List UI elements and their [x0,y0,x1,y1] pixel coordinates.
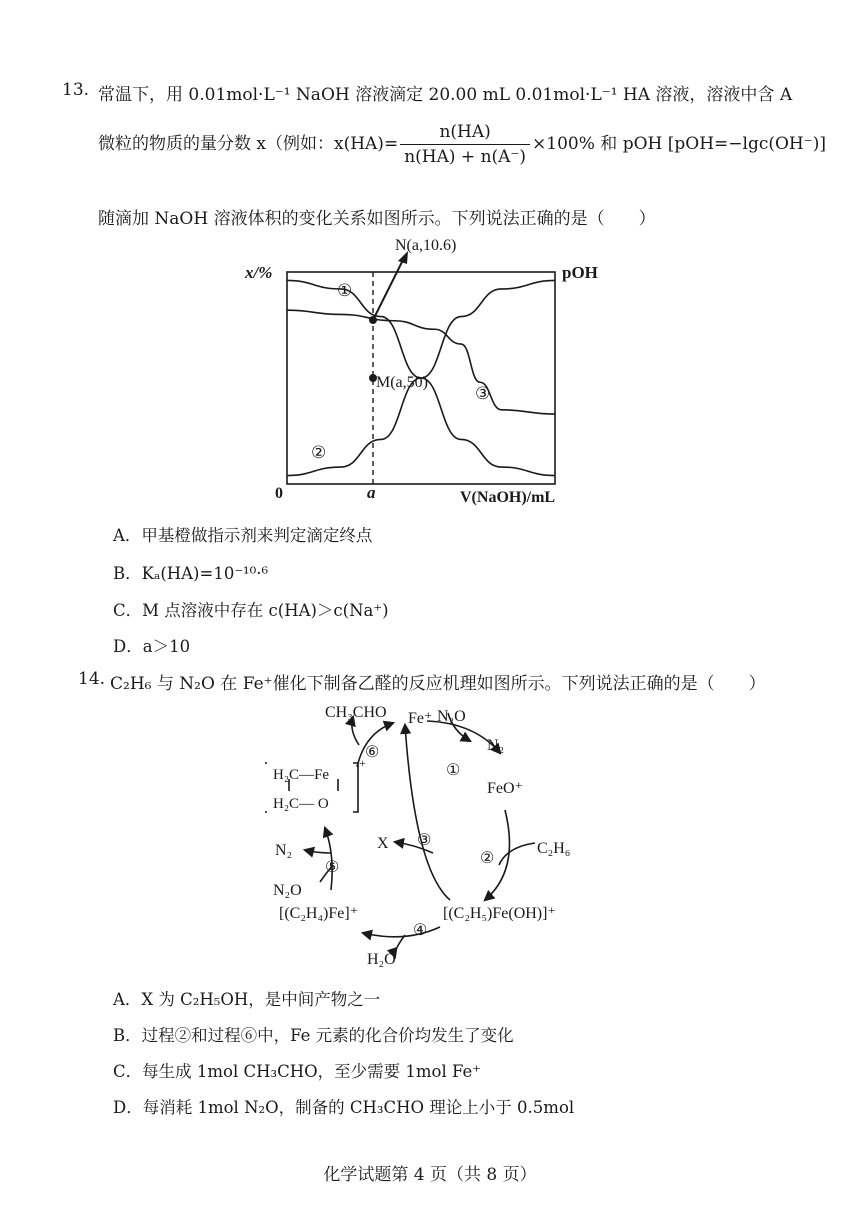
arrow-n2-out [305,850,331,853]
c2h5feoh-label: [(C₂H₅)Fe(OH)]⁺ [443,905,556,922]
q14-number: 14. [78,669,106,689]
ch3cho-label: CH₃CHO [325,704,387,721]
h2o-label: H₂O [367,951,396,968]
curve-label-1: ① [337,281,353,300]
left-axis-label: x/% [245,263,273,282]
page-footer: 化学试题第 4 页（共 8 页） [323,1165,537,1185]
curve-label-2: ② [311,443,327,462]
step-1-label: ① [446,762,461,779]
arrow-ch3cho-out [352,717,359,745]
ring-bracket-left [265,763,267,812]
step-6-label: ⑥ [365,744,380,761]
q13-option-b: B．Kₐ(HA)=10⁻¹⁰·⁶ [113,564,269,583]
n2o-top-label: N₂O [437,708,466,725]
feo-plus-label: FeO⁺ [487,780,523,797]
q13-option-a: A．甲基橙做指示剂来判定滴定终点 [113,526,373,545]
titration-chart [240,236,620,508]
reaction-mechanism-diagram [265,695,595,977]
q13-number: 13. [62,80,90,100]
step-2-label: ② [480,850,495,867]
c2h4fe-label: [(C₂H₄)Fe]⁺ [279,905,359,922]
q13-line2-post: ×100% 和 pOH [pOH=−lgc(OH⁻)] [532,134,826,154]
q14-option-b: B．过程②和过程⑥中，Fe 元素的化合价均发生了变化 [113,1026,514,1045]
n2-top-label: N₂ [487,737,505,754]
fraction-numerator: n(HA) [400,122,530,145]
step-4-label: ④ [413,922,428,939]
label-m: M(a,50) [376,374,428,391]
ring-bottom-label: H₂C— O [273,796,329,812]
origin-label: 0 [275,485,283,502]
ring-top-label: H₂C—Fe [273,767,330,783]
fe-plus-label: Fe⁺ [408,710,433,727]
x-axis-label: V(NaOH)/mL [460,489,556,506]
x-label: X [377,835,389,852]
q13-option-c: C．M 点溶液中存在 c(HA)＞c(Na⁺) [113,601,389,620]
mole-fraction-formula [400,122,530,167]
arrow-h2o-out [395,935,405,957]
fraction-denominator: n(HA) + n(A⁻) [404,147,527,167]
q14-option-c: C．每生成 1mol CH₃CHO，至少需要 1mol Fe⁺ [113,1062,482,1081]
step-5-label: ⑤ [325,859,340,876]
c2h6-label: C₂H₆ [537,840,571,857]
right-axis-label: pOH [562,263,598,282]
curve-label-3: ③ [475,384,491,403]
q13-formula-line [98,122,826,167]
q13-line3: 随滴加 NaOH 溶液体积的变化关系如图所示。下列说法正确的是（ ） [98,209,656,229]
q13-line2-pre: 微粒的物质的量分数 x（例如：x(HA)= [98,134,399,154]
arrow-step-4 [363,927,440,937]
ring-bracket-right [353,763,358,812]
q13-option-d: D．a＞10 [113,637,191,656]
arrow-step-3 [405,725,450,900]
q14-stem: C₂H₆ 与 N₂O 在 Fe⁺催化下制备乙醛的反应机理如图所示。下列说法正确的是（ ） [110,674,766,694]
label-n: N(a,10.6) [395,237,457,254]
n2-left-label: N₂ [275,842,293,859]
q13-line1: 常温下，用 0.01mol·L⁻¹ NaOH 溶液滴定 20.00 mL 0.01mol·L⁻¹ HA 溶液，溶液中含 A [98,85,793,105]
q14-option-d: D．每消耗 1mol N₂O，制备的 CH₃CHO 理论上小于 0.5mol [113,1098,575,1117]
x-tick-a: a [367,483,376,502]
arrow-to-n-label [373,260,403,320]
ring-charge-label: + [359,756,366,770]
step-3-label: ③ [417,832,432,849]
curve-3 [287,310,555,414]
q14-option-a: A．X 为 C₂H₅OH，是中间产物之一 [113,990,381,1009]
arrow-c2h6-in [499,843,535,865]
n2o-left-label: N₂O [273,882,302,899]
